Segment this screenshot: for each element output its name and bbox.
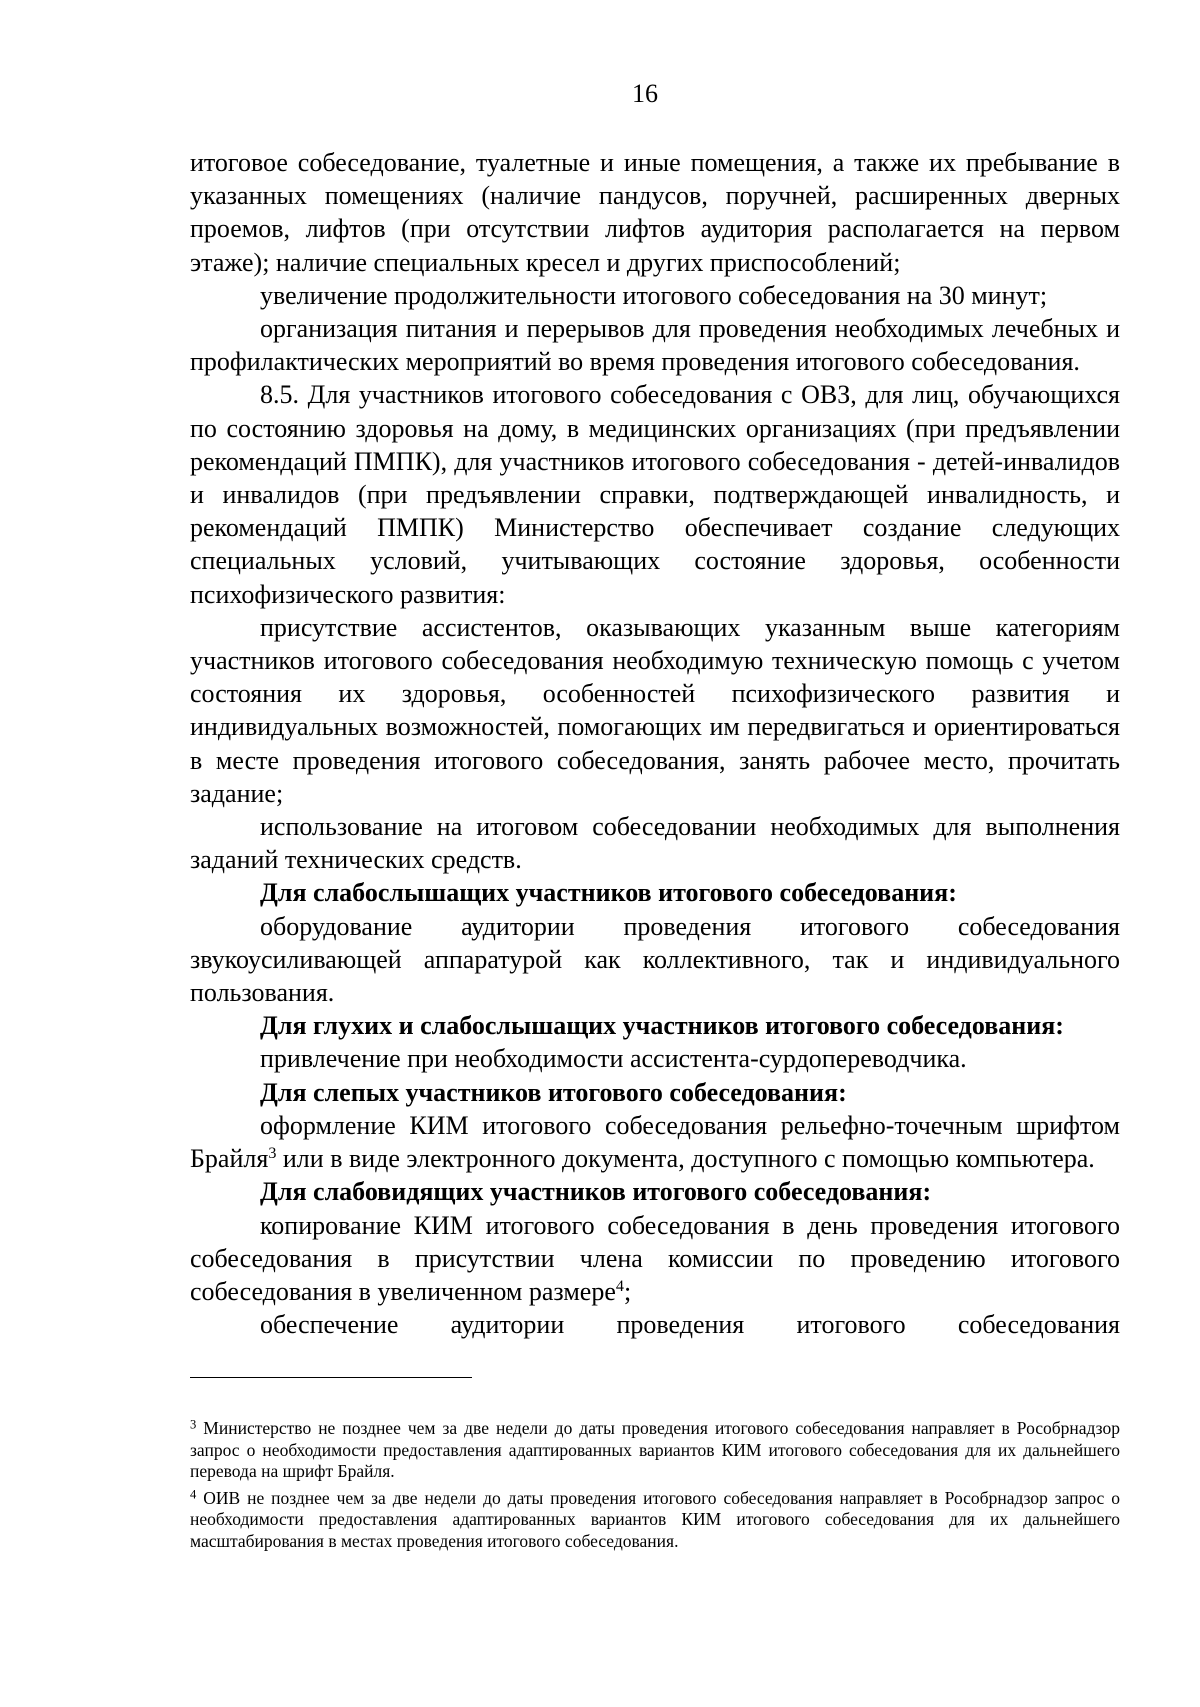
footnote-ref-4[interactable]: 4 [615,1278,624,1296]
paragraph: привлечение при необходимости ассистента-сурдопереводчика. [260,1044,967,1074]
paragraph: использование на итоговом собеседовании необходимых для выполнения заданий технических средств. [190,812,1120,875]
paragraph [190,1109,1120,1175]
paragraph: оборудование аудитории проведения итогового собеседования звукоусиливающей аппаратурой как коллективного, так и индивидуального пользования. [190,911,1120,1008]
footnote-text: ОИВ не позднее чем за две недели до даты проведения итогового собеседования направляет в Рособрнадзор запрос о необходимости предоставления адаптированных вариантов КИМ итогового собеседования для их дальнейшего масштабирования в местах проведения итогового собеседования. [190,1487,1120,1551]
footnote-separator [190,1377,472,1378]
paragraph: организация питания и перерывов для проведения необходимых лечебных и профилактических мероприятий во время проведения итогового собеседования. [190,314,1120,377]
paragraph: итоговое собеседование, туалетные и иные помещения, а также их пребывание в указанных помещениях (наличие пандусов, поручней, расширенных дверных проемов, лифтов (при отсутствии лифтов аудитория располагается на первом этаже); наличие специальных кресел и других приспособлений; [190,148,1120,277]
paragraph [190,1209,1120,1309]
footnote-marker: 4 [190,1487,197,1502]
footnote-text: Министерство не позднее чем за две недели до даты проведения итогового собеседования направляет в Рособрнадзор запрос о необходимости предоставления адаптированных вариантов КИМ итогового собеседования для их дальнейшего перевода на шрифт Брайля. [190,1418,1120,1482]
paragraph: присутствие ассистентов, оказывающих указанным выше категориям участников итогового собеседования необходимую техническую помощь с учетом состояния их здоровья, особенностей психофизического развития и индивидуальных возможностей, помогающих им передвигаться и ориентироваться в месте проведения итогового собеседования, занять рабочее место, прочитать задание; [190,612,1120,808]
section-heading: Для глухих и слабослышащих участников итогового собеседования: [260,1011,1064,1041]
paragraph-text: ; [623,1276,632,1306]
page-number: 16 [632,79,658,108]
footnotes [190,1418,1120,1558]
body-text [190,146,1120,1341]
paragraph: обеспечение аудитории проведения итогового собеседования [260,1310,1120,1340]
footnote-3 [190,1418,1120,1483]
paragraph: увеличение продолжительности итогового собеседования на 30 минут; [260,280,1048,310]
paragraph-text: оформление КИМ итогового собеседования рельефно-точечным шрифтом Брайля [190,1110,1120,1174]
section-heading: Для слепых участников итогового собеседования: [260,1077,847,1107]
footnote-4 [190,1488,1120,1553]
section-heading: Для слабовидящих участников итогового собеседования: [260,1177,932,1207]
paragraph-text: или в виде электронного документа, доступного с помощью компьютера. [276,1144,1095,1174]
footnote-marker: 3 [190,1417,197,1432]
footnote-ref-3[interactable]: 3 [268,1145,277,1163]
paragraph-text: копирование КИМ итогового собеседования в день проведения итогового собеседования в присутствии члена комиссии по проведению итогового собеседования в увеличенном размере [190,1210,1120,1306]
section-heading: Для слабослышащих участников итогового собеседования: [260,878,957,908]
paragraph: 8.5. Для участников итогового собеседования с ОВЗ, для лиц, обучающихся по состоянию здоровья на дому, в медицинских организациях (при предъявлении рекомендаций ПМПК), для участников итогового собеседования - детей-инвалидов и инвалидов (при предъявлении справки, подтверждающей инвалидность, и рекомендаций ПМПК) Министерство обеспечивает создание следующих специальных условий, учитывающих состояние здоровья, особенности психофизического развития: [190,380,1120,609]
